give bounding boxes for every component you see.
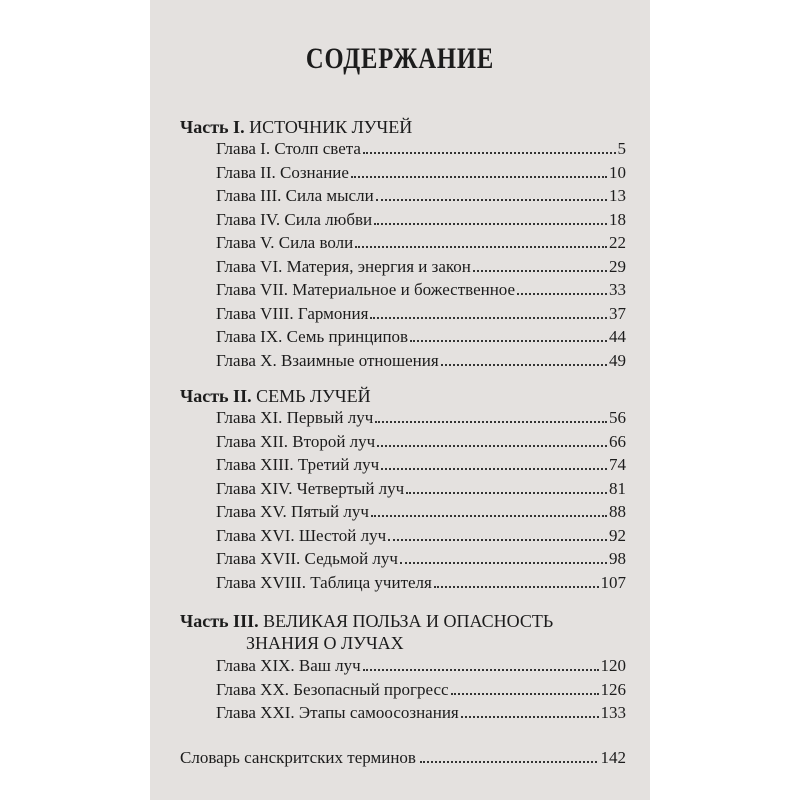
- chapter-title: Глава I. Столп света: [216, 139, 361, 158]
- page-number: 5: [617, 139, 626, 158]
- page-number: 66: [609, 431, 626, 451]
- page-number: 126: [600, 679, 626, 699]
- dot-leader: [351, 176, 607, 178]
- toc-row[interactable]: [216, 186, 626, 210]
- page-number: 49: [609, 350, 626, 370]
- part-label: Часть II.: [180, 386, 252, 406]
- page-number: 29: [609, 256, 626, 276]
- dot-leader: [355, 246, 607, 248]
- toc-row[interactable]: [216, 479, 626, 503]
- chapter-title: Глава IV. Сила любви: [216, 209, 373, 229]
- dot-leader: [420, 761, 597, 763]
- dot-leader: [388, 539, 607, 541]
- chapter-title: Глава II. Сознание: [216, 162, 349, 182]
- part-name: СЕМЬ ЛУЧЕЙ: [256, 386, 371, 406]
- toc-row[interactable]: [216, 455, 626, 479]
- page-number: 81: [609, 478, 626, 498]
- dot-leader: [363, 152, 616, 154]
- glossary-title: Словарь санскритских терминов: [180, 748, 416, 767]
- toc-row[interactable]: [216, 573, 626, 597]
- page-number: 22: [609, 233, 626, 252]
- chapter-title: Глава XIX. Ваш луч: [216, 656, 361, 675]
- dot-leader: [374, 223, 607, 225]
- chapter-title: Глава XXI. Этапы самоосознания: [216, 703, 459, 722]
- chapter-title: Глава XVIII. Таблица учителя: [216, 572, 432, 592]
- dot-leader: [517, 293, 607, 295]
- page-number: 44: [609, 327, 626, 346]
- dot-leader: [370, 317, 607, 319]
- page-number: 74: [609, 455, 626, 474]
- dot-leader: [406, 492, 607, 494]
- chapter-title: Глава XI. Первый луч: [216, 408, 374, 427]
- chapter-title: Глава III. Сила мысли: [216, 186, 374, 205]
- chapter-title: Глава VII. Материальное и божественное: [216, 280, 516, 299]
- book-page: [150, 0, 650, 800]
- toc-row[interactable]: [216, 526, 626, 550]
- toc-row[interactable]: [216, 549, 626, 573]
- toc-row[interactable]: [216, 351, 626, 375]
- toc-row[interactable]: [216, 139, 626, 163]
- chapter-title: Глава XV. Пятый луч: [216, 502, 369, 521]
- chapter-title: Глава XIV. Четвертый луч: [216, 478, 405, 498]
- dot-leader: [410, 340, 607, 342]
- page-number: 107: [600, 572, 626, 592]
- toc-row[interactable]: [216, 408, 626, 432]
- part-name-continuation: ЗНАНИЯ О ЛУЧАХ: [246, 633, 404, 653]
- part-name: ВЕЛИКАЯ ПОЛЬЗА И ОПАСНОСТЬ: [263, 611, 554, 631]
- dot-leader: [441, 364, 607, 366]
- dot-leader: [451, 693, 599, 695]
- dot-leader: [461, 716, 599, 718]
- page-number: 120: [600, 656, 626, 675]
- chapter-title: Глава X. Взаимные отношения: [216, 350, 439, 370]
- chapter-list-1: [216, 139, 626, 374]
- chapter-title: Глава XX. Безопасный прогресс: [216, 679, 449, 699]
- page-number: 92: [609, 525, 626, 545]
- chapter-list-3: [216, 656, 626, 727]
- page-number: 18: [609, 209, 626, 229]
- part-heading-3: [180, 610, 630, 654]
- toc-row[interactable]: [216, 280, 626, 304]
- page-number: 56: [609, 408, 626, 427]
- toc-row[interactable]: [216, 163, 626, 187]
- toc-row[interactable]: [216, 257, 626, 281]
- dot-leader: [375, 421, 607, 423]
- toc-row[interactable]: [216, 656, 626, 680]
- page-number: 37: [609, 303, 626, 323]
- dot-leader: [400, 562, 607, 564]
- dot-leader: [363, 669, 599, 671]
- dot-leader: [376, 199, 607, 201]
- chapter-list-2: [216, 408, 626, 596]
- page-number: 10: [609, 162, 626, 182]
- chapter-title: Глава VI. Материя, энергия и закон: [216, 256, 471, 276]
- dot-leader: [377, 445, 607, 447]
- toc-row[interactable]: [216, 502, 626, 526]
- part-heading-2: [180, 385, 630, 407]
- page-number: 13: [609, 186, 626, 205]
- chapter-title: Глава XVII. Седьмой луч: [216, 549, 398, 568]
- chapter-title: Глава XVI. Шестой луч: [216, 525, 387, 545]
- page-number: 133: [600, 703, 626, 722]
- toc-row[interactable]: [216, 432, 626, 456]
- page-number: 142: [600, 748, 626, 767]
- chapter-title: Глава V. Сила воли: [216, 233, 354, 252]
- dot-leader: [371, 515, 607, 517]
- chapter-title: Глава IX. Семь принципов: [216, 327, 409, 346]
- page-number: 88: [609, 502, 626, 521]
- toc-row[interactable]: [216, 680, 626, 704]
- toc-row[interactable]: [216, 233, 626, 257]
- toc-row[interactable]: [216, 210, 626, 234]
- toc-row[interactable]: [216, 327, 626, 351]
- part-label: Часть I.: [180, 117, 245, 137]
- page-number: 98: [609, 549, 626, 568]
- dot-leader: [473, 270, 607, 272]
- part-name: ИСТОЧНИК ЛУЧЕЙ: [249, 117, 413, 137]
- toc-row[interactable]: [216, 304, 626, 328]
- chapter-title: Глава XIII. Третий луч: [216, 455, 380, 474]
- chapter-title: Глава XII. Второй луч: [216, 431, 376, 451]
- dot-leader: [381, 468, 607, 470]
- toc-row[interactable]: [216, 703, 626, 727]
- dot-leader: [434, 586, 599, 588]
- part-heading-1: [180, 116, 630, 138]
- page-number: 33: [609, 280, 626, 299]
- toc-row-glossary[interactable]: [180, 748, 626, 768]
- page-title: СОДЕРЖАНИЕ: [305, 42, 495, 75]
- part-label: Часть III.: [180, 611, 259, 631]
- chapter-title: Глава VIII. Гармония: [216, 303, 369, 323]
